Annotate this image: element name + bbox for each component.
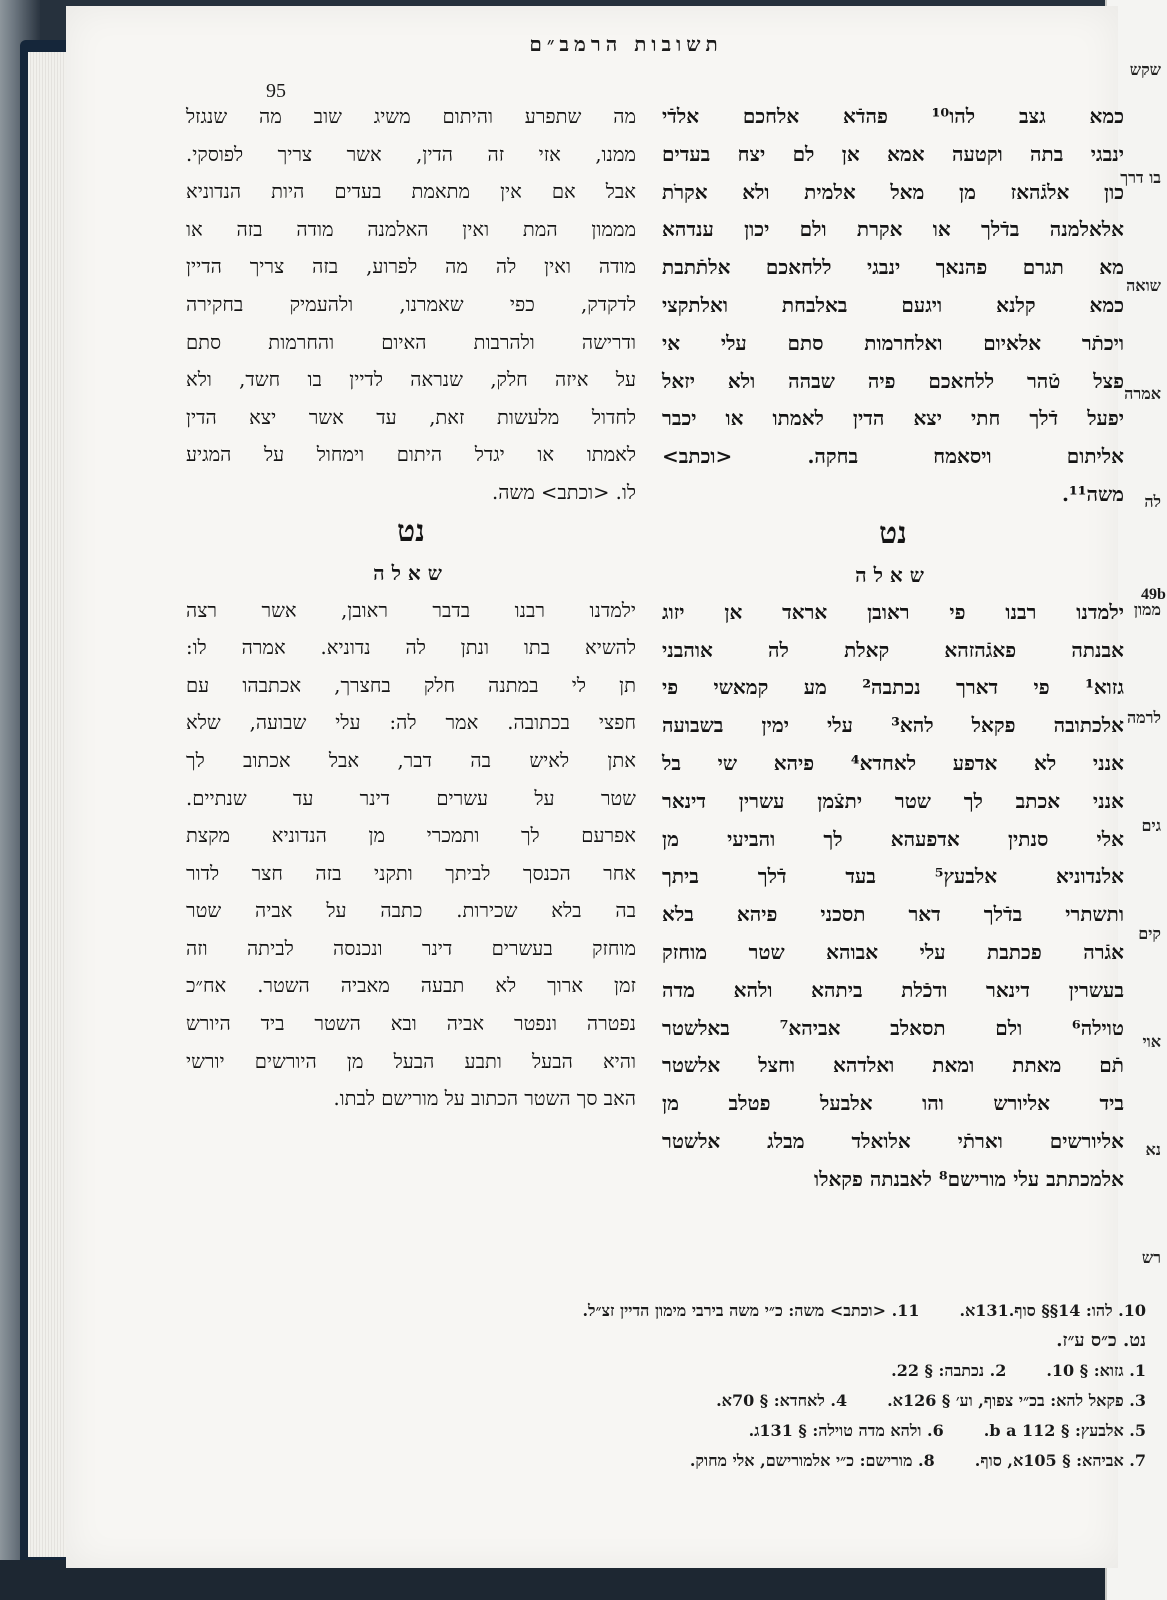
facing-page-word: נא [1145, 1140, 1161, 1159]
text-line: לו. <וכתב> משה. [492, 480, 636, 504]
text-line: כון אלגֿהאז מן מאל אלמית ולא אקרֹת [662, 179, 1124, 204]
text-line: ביד אליורש והו אלבעל פטלב מן [662, 1091, 1124, 1116]
text-line: בעשרין דינאר ודכֿלת ביתהא ולהא מדה [662, 977, 1124, 1002]
footnote-row [346, 1446, 1146, 1476]
footnotes [346, 1296, 1146, 1476]
arabic-text-top [662, 98, 1124, 514]
text-line: אתן לאיש בה דבר, אבל אכתוב לך [186, 748, 636, 772]
text-line: תֿם מאתת ומאת ואלדהא וחצל אלשטר [662, 1053, 1124, 1078]
text-line: מא תגרם פהנאך ינבגי ללחאכם אלתֿתבת [662, 255, 1124, 280]
text-line: זמן ארוך לא תבעה מאביה השטר. אח״כ [186, 974, 636, 998]
text-line: מה שתפרע והיתום משיג שוב מה שנגזל [186, 105, 636, 128]
text-line: אלמכתתב עלי מורישם⁸ לאבנתה פקאלו [813, 1166, 1124, 1191]
footnote: 7. אביהא: § 105א, סוף. [974, 1451, 1146, 1470]
text-line: פצל טֿהר ללחאכם פיה שבהה ולא יזאל [662, 368, 1124, 393]
facing-page-word: גים [1141, 816, 1161, 835]
text-line: אלכתובה פקאל להא³ עלי ימין בשבועה [662, 713, 1125, 738]
text-line: חפצי בכתובה. אמר לה: עלי שבועה, שלא [186, 711, 636, 735]
footnote: 11. <וכתב> משה: כ״י משה בירבי מימון הדיין זצ״ל. [582, 1301, 920, 1320]
text-line: ויכתֿר אלאיום ואלחרמות סתם עלי אי [662, 330, 1124, 355]
text-line: כמא גצב להו¹⁰ פהדֿא אלחכם אלדֿי [662, 104, 1124, 128]
section-heading: שאלה [855, 562, 931, 587]
text-line: אנני לא אדפע לאחדא⁴ פיהא שי בל [662, 750, 1124, 775]
text-line: ותשתרי בדֿלך דאר תסכני פיהא בלא [662, 902, 1124, 927]
text-line: ילמדנו רבנו פי ראובן אראד אן יזוג [662, 599, 1124, 624]
text-line: משה¹¹. [1061, 481, 1124, 506]
facing-page-word: רש [1141, 1248, 1161, 1267]
section-heading: שאלה [373, 560, 449, 585]
text-line: מודה ואין לה מה לפרוע, בזה צריך הדיין [186, 255, 636, 279]
running-head: תשובות הרמב״ם [529, 32, 723, 56]
text-line: אבנתה פאגֿהזהא קאלת לה אוהבני [662, 637, 1124, 662]
facing-page-word: שקש [1129, 60, 1161, 79]
text-line: אלאלמנה בדֿלך או אקרת ולם יכון ענדהא [662, 217, 1124, 242]
text-line: לאמתו או יגדל היתום וימחול על המגיע [186, 443, 636, 467]
text-line: לדקדק, כפי שאמרנו, ולהעמיק בחקירה [186, 292, 636, 316]
text-line: שטר על עשרים דינר עד שנתיים. [186, 786, 636, 810]
text-line: טוילה⁶ ולם תסאלב אביהא⁷ באלשטר [662, 1015, 1124, 1040]
text-line: אליורשים וארתֿי אלואלד מבלג אלשטר [662, 1128, 1124, 1153]
facing-page-word: בו דרך [1120, 168, 1161, 187]
footnote: 10. להו: 14§§ סוף.131א. [959, 1301, 1146, 1320]
facing-page-word: ממון [1133, 600, 1161, 619]
footnote: 5. אלבעץ: § 112 b a. [983, 1421, 1146, 1440]
footnote-row [346, 1296, 1146, 1326]
footnote: 4. לאחדא: § 70א. [716, 1391, 848, 1410]
section-number: נט [879, 515, 907, 551]
text-line: נפטרה ונפטר אביה ובא השטר ביד היורש [186, 1012, 636, 1036]
margin-note: 49b [1141, 586, 1166, 603]
text-line: והיא הבעל ותבע הבעל מן היורשים יורשי [186, 1049, 636, 1073]
text-line: ינבגי בתה וקטעה אמא אן לם יצח בעדים [662, 141, 1124, 166]
footnote-row [346, 1416, 1146, 1446]
text-line: האב סך השטר הכתוב על מורישם לבתו. [333, 1087, 636, 1111]
footnote-row [346, 1386, 1146, 1416]
text-line: אבל אם אין מתאמת בעדים היות הנדוניא [186, 180, 636, 204]
text-line: לחדול מלעשות זאת, עד אשר יצא הדין [186, 405, 636, 429]
page-number: 95 [266, 80, 286, 102]
facing-page-word: אוי [1142, 1032, 1161, 1051]
text-line: ודרישה ולהרבות האיום והחרמות סתם [186, 330, 636, 354]
text-line: להשיא בתו ונתן לה נדוניא. אמרה לו: [186, 636, 636, 660]
hebrew-text-top [186, 98, 636, 512]
arabic-column [662, 98, 1124, 1199]
text-line: בה בלא שכירות. כתבה על אביה שטר [186, 899, 636, 923]
footnote-row [346, 1356, 1146, 1386]
facing-page-word: קים [1138, 924, 1161, 943]
footnote: 3. פקאל להא: בכ״י צפוף, וע׳ § 126א. [887, 1391, 1146, 1410]
text-line: מממון המת ואין האלמנה מודה בזה או [186, 217, 636, 241]
facing-page-word: אמרה [1124, 384, 1161, 403]
arabic-text-bottom [662, 594, 1124, 1199]
text-line: גזוא¹ פי דארך נכתבה² מע קמאשי פי [662, 675, 1124, 700]
facing-page-word: לרמה [1126, 708, 1161, 727]
text-line: על איזה חלק, שנראה לדיין בו חשד, ולא [186, 368, 636, 392]
text-line: אגֿרה פכתבת עלי אבוהא שטר מוחזק [662, 939, 1124, 964]
hebrew-column [186, 98, 636, 1118]
text-line: יפעל דֿלך חתי יצא הדין לאמתו או יכבר [662, 406, 1124, 431]
text-line: מוחזק בעשרים דינר ונכנסה לביתה וזה [186, 936, 636, 960]
text-line: אפרעם לך ותמכרי מן הנדוניא מקצת [186, 824, 636, 848]
footnote-section-label: נט. כ״ס ע״ז. [1056, 1330, 1146, 1351]
section-number: נט [397, 513, 425, 549]
text-line: אחר הכנסך לביתך ותקני בזה חצר לדור [186, 861, 636, 885]
footnote: 2. נכתבה: § 22. [891, 1361, 1007, 1380]
text-line: אנני אכתב לך שטר יתצֿמן עשרין דינאר [662, 788, 1124, 813]
text-line: אליתום ויסאמח בחקה. <וכתב> [662, 444, 1124, 469]
footnote: 1. גזוא: § 10. [1046, 1361, 1146, 1380]
footnote: 8. מורישם: כ״י אלמורישם, אלי מחוק. [689, 1451, 935, 1470]
text-line: ממנו, אזי זה הדין, אשר צריך לפוסקי. [186, 142, 636, 166]
text-line: אלי סנתין אדפעהא לך והביעי מן [662, 826, 1124, 851]
text-line: כמא קלנא ויגעם באלבחת ואלתקצי [662, 292, 1124, 317]
text-line: תן לי במתנה חלק בחצרך, אכתבהו עם [186, 673, 636, 697]
text-line: ילמדנו רבנו בדבר ראובן, אשר רצה [186, 598, 636, 622]
footnote: 6. ולהא מדה טוילה: § 131ג. [748, 1421, 944, 1440]
hebrew-text-bottom [186, 592, 636, 1118]
facing-page-word: לה [1144, 492, 1161, 511]
facing-page-word: שואה [1126, 276, 1161, 295]
text-line: אלנדוניא אלבעץ⁵ בעד דֿלך ביתך [662, 864, 1124, 889]
